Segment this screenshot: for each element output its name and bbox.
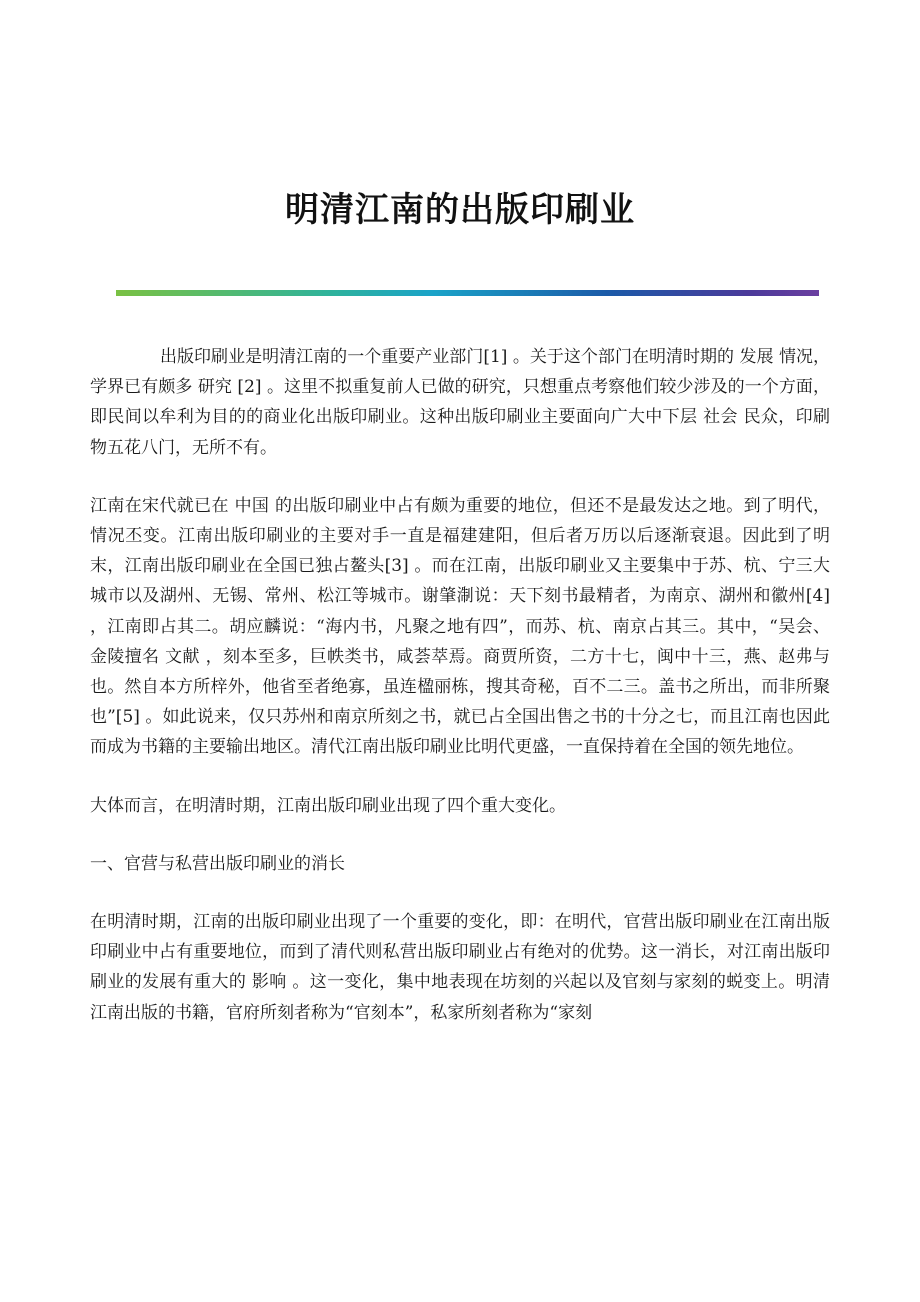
paragraph-intro: 出版印刷业是明清江南的一个重要产业部门[1] 。关于这个部门在明清时期的 发展 情况，学界已有颇多 研究 [2] 。这里不拟重复前人已做的研究，只想重点考察他们较少涉及的一个方面，即民间以牟利为目的的商业化出版印刷业。这种出版印刷业主要面向广大中下层 社会 民众，印刷物五花八门，无所不有。 [90, 347, 830, 458]
section-heading: 一、官营与私营出版印刷业的消长 [90, 853, 345, 874]
document-title: 明清江南的出版印刷业 [285, 190, 635, 230]
paragraph-history: 江南在宋代就已在 中国 的出版印刷业中占有颇为重要的地位，但还不是最发达之地。到了明代，情况丕变。江南出版印刷业的主要对手一直是福建建阳，但后者万历以后逐渐衰退。因此到了明末，江南出版印刷业在全国已独占鳌头[3] 。而在江南，出版印刷业又主要集中于苏、杭、宁三大城市以及湖州、无锡、常州、松江等城市。谢肇淛说：天下刻书最精者，为南京、湖州和徽州[4] ，江南即占其二。胡应麟说：“海内书，凡聚之地有四”，而苏、杭、南京占其三。其中，“吴会、金陵擅名 文献 ，刻本至多，巨帙类书，咸荟萃焉。商贾所资，二方十七，闽中十三，燕、赵弗与也。然自本方所梓外，他省至者绝寡，虽连楹丽栋，搜其奇秘，百不二三。盖书之所出，而非所聚也”[5] 。如此说来，仅只苏州和南京所刻之书，就已占全国出售之书的十分之七，而且江南也因此而成为书籍的主要输出地区。清代江南出版印刷业比明代更盛，一直保持着在全国的领先地位。 [90, 495, 830, 758]
paragraph-summary: 大体而言，在明清时期，江南出版印刷业出现了四个重大变化。 [90, 795, 566, 816]
paragraph-section-one: 在明清时期，江南的出版印刷业出现了一个重要的变化，即：在明代，官营出版印刷业在江南出版印刷业中占有重要地位，而到了清代则私营出版印刷业占有绝对的优势。这一消长，对江南出版印刷业的发展有重大的 影响 。这一变化，集中地表现在坊刻的兴起以及官刻与家刻的蜕变上。明清江南出版的书籍，官府所刻者称为“官刻本”，私家所刻者称为“家刻 [90, 912, 830, 1023]
document-body [90, 342, 830, 1028]
title-divider [116, 290, 819, 296]
